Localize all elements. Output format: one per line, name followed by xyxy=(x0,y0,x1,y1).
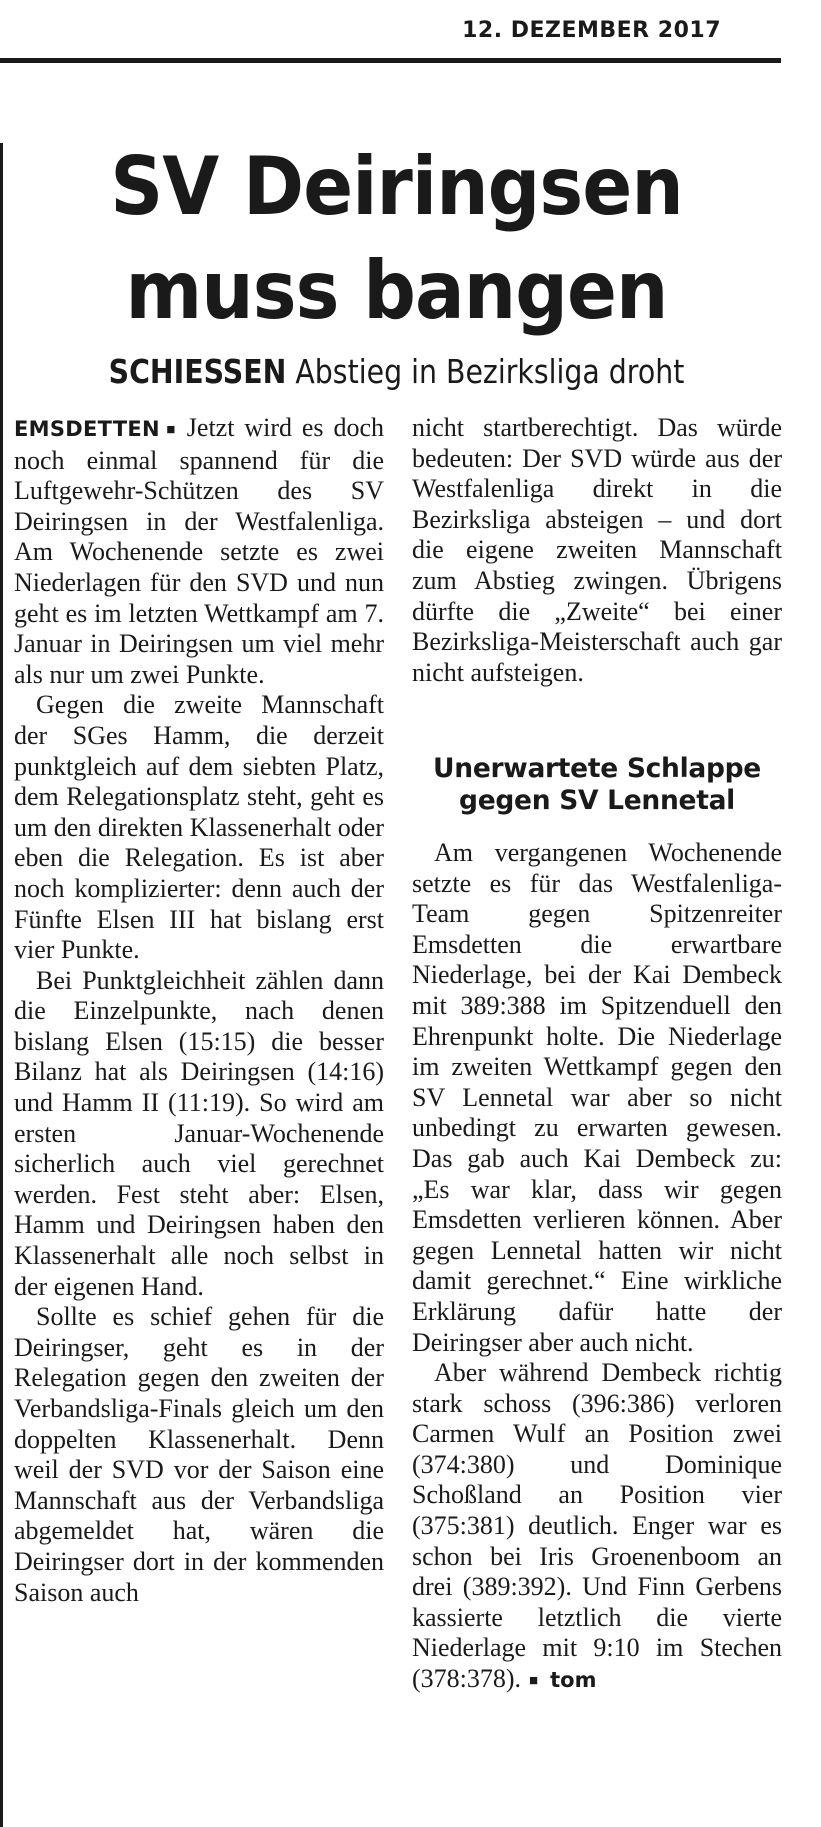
paragraph-2: Gegen die zweite Mannschaft der SGes Hamm, die derzeit punktgleich auf dem siebten Platz, dem Relegationsplatz steht, geht es um den direkten Klassenerhalt oder eben die Relegation. Es ist aber noch komplizierter: denn auch der Fünfte Elsen III hat bislang erst vier Punkte. xyxy=(14,690,384,965)
section-heading-line-2: gegen SV Lennetal xyxy=(459,785,735,816)
column-right-bottom xyxy=(412,838,782,1697)
section-heading-line-1: Unerwartete Schlappe xyxy=(433,753,761,784)
paragraph-3: Bei Punktgleichheit zählen dann die Einzelpunkte, nach denen bislang Elsen (15:15) die besser Bilanz hat als Deiringsen (14:16) und Hamm II (11:19). So wird am ersten Januar-Wochenende sicherlich auch viel gerechnet werden. Fest steht aber: Elsen, Hamm und Deiringsen haben den Klassenerhalt alle noch selbst in der eigenen Hand. xyxy=(14,965,384,1301)
headline-line-1: SV Deiringsen xyxy=(110,140,683,233)
date-label: 12. DEZEMBER 2017 xyxy=(462,18,721,43)
paragraph-6: Am vergangenen Wochenende setzte es für das Westfalenliga-Team gegen Spitzenreiter Emsdetten die erwartbare Niederlage, bei der Kai Dembeck mit 389:388 im Spitzenduell den Ehrenpunkt holte. Die Niederlage im zweiten Wettkampf gegen den SV Lennetal war aber so nicht unbedingt zu erwarten gewesen. Das gab auch Kai Dembeck zu: „Es war klar, dass wir gegen Emsdetten verlieren können. Aber gegen Lennetal hatten wir nicht damit gerechnet.“ Eine wirkliche Erklärung dafür hatte der Deiringser aber auch nicht. xyxy=(412,838,782,1357)
column-left xyxy=(14,413,384,1608)
paragraph-4: Sollte es schief gehen für die Deiringser, geht es in der Relegation gegen den zweiten der Verbandsliga-Finals gleich um den doppelten Klassenerhalt. Denn weil der SVD vor der Saison eine Mannschaft aus der Verbandsliga abgemeldet hat, wären die Deiringser dort in der kommenden Saison auch xyxy=(14,1302,384,1607)
author-separator: ■ xyxy=(529,1673,539,1690)
section-heading xyxy=(412,753,782,817)
left-rule xyxy=(0,143,3,1827)
paragraph-7 xyxy=(412,1358,782,1697)
kicker: SCHIESSEN xyxy=(108,352,287,391)
paragraph-1 xyxy=(14,413,384,690)
headline-line-2: muss bangen xyxy=(125,244,668,337)
column-right-top xyxy=(412,413,782,688)
subheadline-text: Abstieg in Bezirksliga droht xyxy=(295,352,685,391)
dateline: EMSDETTEN xyxy=(14,417,160,441)
paragraph-7-text: Aber während Dembeck richtig stark schoss (396:386) verloren Carmen Wulf an Position zwei (374:380) und Dominique Schoßland an Position vier (375:381) deutlich. Enger war es schon bei Iris Groenenboom an drei (389:392). Und Finn Gerbens kassierte letztlich die vierte Niederlage mit 9:10 im Stechen (378:378). xyxy=(412,1358,782,1694)
paragraph-5: nicht startberechtigt. Das würde bedeuten: Der SVD würde aus der Westfalenliga direkt in die Bezirksliga absteigen – und dort die eigene zweiten Mannschaft zum Abstieg zwingen. Übrigens dürfte die „Zweite“ bei einer Bezirksliga-Meisterschaft auch gar nicht aufsteigen. xyxy=(412,413,782,687)
paragraph-1-text: Jetzt wird es doch noch einmal spannend für die Luftgewehr-Schützen des SV Deiringsen in der Westfalenliga. Am Wochenende setzte es zwei Niederlagen für den SVD und nun geht es im letzten Wettkampf am 7. Januar in Deiringsen um viel mehr als nur um zwei Punkte. xyxy=(14,413,384,689)
headline xyxy=(32,135,762,343)
subheadline xyxy=(56,352,738,391)
author: tom xyxy=(550,1668,597,1693)
dateline-separator: ■ xyxy=(162,422,179,438)
top-rule xyxy=(0,58,781,63)
